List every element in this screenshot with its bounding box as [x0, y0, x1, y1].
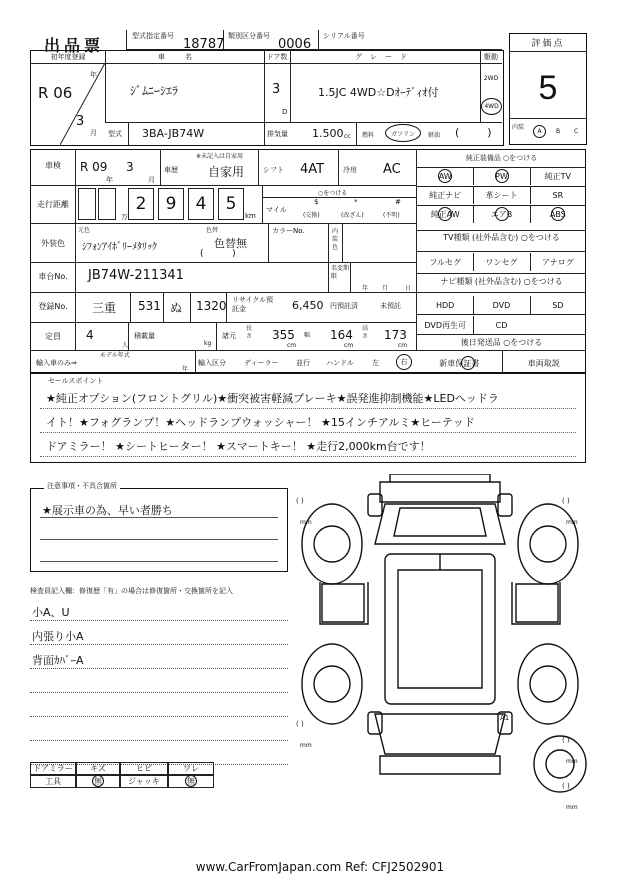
- equip-divider: [530, 167, 531, 185]
- color-no-label: カラーNo.: [272, 227, 305, 235]
- first-reg-month-unit: 月: [90, 129, 97, 137]
- model-year-unit: 年: [182, 366, 189, 373]
- model-value: 3BA-JB74W: [142, 127, 205, 140]
- diagram-bracket-fr: ( ): [562, 497, 570, 505]
- car-name: ｼﾞﾑﾆｰｼｴﾗ: [130, 84, 179, 98]
- tv-label: TV種類 (社外品含む) ○をつける: [443, 233, 560, 242]
- sales-point-line-1: ★純正オプション(フロントグリル)★衝突被害軽減ブレーキ★誤発進抑制機能★LEDヘッドラ: [46, 392, 499, 405]
- equip-item: 純正ナビ: [429, 190, 462, 200]
- first-reg-label: 初年度登録: [50, 53, 86, 61]
- equip-divider: [473, 253, 474, 271]
- parts-circle: [92, 775, 104, 787]
- equip-circle: [495, 207, 509, 221]
- odometer-digit: [78, 188, 96, 220]
- color-orig-label: 元色: [78, 227, 91, 234]
- equip-item: CD: [495, 320, 508, 330]
- sales-point-line-3: ドアミラー！ ★シートヒーター！ ★スマートキー！ ★走行2,000km台です！: [46, 440, 431, 453]
- inspector-rule: [30, 716, 288, 717]
- equip-circle: [551, 207, 565, 221]
- interior-c: C: [574, 128, 579, 135]
- equip-divider: [473, 296, 474, 314]
- diagram-mm-rr: mm: [566, 758, 578, 765]
- fuel-label: 燃料: [362, 132, 375, 139]
- odometer-digit: 2: [128, 188, 154, 220]
- recycle-value: 6,450: [292, 299, 324, 312]
- notes-label: 注意事項・不具合箇所: [44, 481, 120, 491]
- equip-item: フルセグ: [429, 257, 461, 267]
- type-cert-label: 型式指定番号: [132, 32, 174, 40]
- equip-line: [417, 334, 586, 335]
- usage-value: 自家用: [208, 165, 245, 179]
- equip-item: 革シート: [485, 190, 518, 200]
- sales-point-line-2: イト！★フォグランプ！★ヘッドランプウォッシャー！ ★15インチアルミ★ヒーテッド: [46, 416, 475, 429]
- fuel-gasoline: ガソリン: [385, 124, 421, 142]
- equip-item: DVD: [492, 300, 511, 310]
- inspector-rule: [30, 692, 288, 693]
- interior-b: B: [556, 128, 561, 135]
- first-reg-diagonal: [60, 63, 106, 146]
- width-value: 164: [330, 328, 353, 342]
- equip-line: [417, 273, 586, 274]
- equip-item: SR: [552, 190, 564, 200]
- inspector-label: 検査員記入欄：修復歴「有」の場合は修復箇所・交換箇所を記入: [30, 587, 233, 595]
- parts-cell: ジャッキ: [120, 775, 168, 788]
- handle-label: ハンドル: [326, 359, 354, 367]
- fuel-divider: [356, 122, 357, 146]
- drive-4wd: 4WD: [481, 98, 502, 115]
- reg-area: 三重: [92, 301, 117, 315]
- equip-item: 純正AW: [430, 209, 460, 219]
- odometer-digit: 9: [158, 188, 184, 220]
- notes-line-1: ★展示車の為、早い者勝ち: [42, 504, 173, 517]
- parts-cell: 工具: [30, 775, 76, 788]
- label-col-divider: [75, 149, 76, 350]
- import-label: 輸入車のみ⇒: [36, 359, 77, 367]
- inspection-month-unit: 月: [148, 176, 155, 184]
- color-change-label: 色替: [206, 227, 219, 234]
- displacement-unit: cc: [344, 133, 351, 140]
- later-label: 後日発送品 ○をつける: [460, 338, 543, 347]
- fuel-paren: ( ): [455, 126, 492, 139]
- inspector-rule: [30, 740, 288, 741]
- mileage-label: 走行距離: [37, 200, 69, 209]
- ac-divider: [338, 149, 339, 185]
- parts-cell: ヒビ: [120, 762, 168, 775]
- handle-right: 右: [396, 354, 412, 370]
- equip-item: PW: [495, 171, 508, 181]
- serial-label: シリアル番号: [323, 32, 365, 40]
- cap-divider: [128, 322, 129, 350]
- color-no-divider: [268, 223, 269, 262]
- doors-type: D: [282, 108, 288, 116]
- inspector-line: 背面ｶﾊﾞｰA: [32, 654, 84, 667]
- inspection-value: R 09: [80, 160, 108, 174]
- mileage-mile: マイル: [266, 206, 287, 214]
- mileage-circle-note: ○をつける: [318, 190, 348, 197]
- usage-divider: [160, 149, 161, 185]
- load-divider: [216, 322, 217, 350]
- header-divider: [223, 30, 224, 50]
- capacity-label: 定員: [45, 332, 61, 341]
- odometer-digit: 4: [188, 188, 214, 220]
- first-reg-year-unit: 年: [90, 71, 97, 79]
- color-change-paren: ( ): [200, 249, 236, 259]
- header-divider: [126, 30, 127, 50]
- parts-cell: 無: [76, 775, 120, 788]
- later-circle: [461, 356, 475, 370]
- spec-hline: [30, 223, 416, 224]
- usage-note: ※未記入は自家用: [196, 153, 244, 160]
- later-manual: 車両取説: [527, 358, 560, 368]
- equip-divider: [502, 350, 503, 373]
- fuel-diesel: 軽油: [428, 132, 441, 139]
- height-value: 173: [384, 328, 407, 342]
- dealer-option: ディーラー: [244, 359, 279, 367]
- evaluation-score: 5: [538, 68, 558, 107]
- odometer-digit: 5: [218, 188, 244, 220]
- equip-line: [417, 230, 586, 231]
- color-value: ｼﾌｫﾝｱｲﾎﾞﾘｰﾒﾀﾘｯｸ: [82, 242, 157, 253]
- equip-circle: [495, 169, 509, 183]
- first-reg-month: 3: [76, 114, 85, 129]
- shift-divider: [258, 149, 259, 185]
- drive-label: 駆動: [484, 53, 498, 61]
- reg-divider: [190, 292, 191, 322]
- class-no: 0006: [278, 37, 312, 52]
- equip-divider: [473, 186, 474, 204]
- load-label: 積載量: [134, 332, 155, 340]
- equip-item: エアB: [490, 209, 513, 219]
- spec-hline: [30, 322, 416, 323]
- equip-item: AW: [438, 171, 452, 181]
- mileage-unknown: (不明): [383, 212, 400, 219]
- notes-line: [40, 539, 278, 540]
- equip-divider: [530, 296, 531, 314]
- color-change-value: 色替無: [214, 237, 247, 250]
- model-label: 型式: [108, 130, 122, 138]
- height-unit: cm: [398, 342, 408, 349]
- width-unit: cm: [344, 342, 354, 349]
- equip-divider: [530, 186, 531, 204]
- usage-label: 車歴: [164, 166, 178, 174]
- diagram-mm-rl: mm: [300, 742, 312, 749]
- equip-item: アナログ: [541, 257, 574, 267]
- mileage-exchange: (交換): [303, 212, 320, 219]
- spec-hline: [30, 292, 416, 293]
- len-label: 長さ: [246, 325, 253, 340]
- doors-label: ドア数: [266, 53, 288, 61]
- inspector-rule: [30, 668, 288, 669]
- mileage-note-line: [262, 197, 416, 198]
- notes-line: [40, 561, 278, 562]
- spec-hline: [30, 350, 586, 351]
- handle-left: 左: [372, 359, 379, 367]
- interior-grade-label: 内装: [512, 124, 525, 131]
- diagram-mm-fr: mm: [566, 519, 578, 526]
- inspection-year-unit: 年: [106, 176, 113, 184]
- parts-cell: キズ: [76, 762, 120, 775]
- navi-label: ナビ種類 (社外品含む) ○をつける: [440, 277, 563, 286]
- interior-color-label: 内装色: [332, 228, 339, 251]
- type-cert-no: 18787: [183, 37, 225, 52]
- dim-label: 諸元: [222, 332, 236, 340]
- sales-line: [40, 456, 576, 457]
- capacity-value: 4: [86, 328, 94, 342]
- equip-item: HDD: [435, 300, 455, 310]
- interior-color-divider: [328, 223, 329, 292]
- load-unit: kg: [204, 340, 212, 347]
- doors-underline: [264, 63, 502, 64]
- len-unit: cm: [287, 342, 297, 349]
- inspection-label: 車検: [45, 161, 61, 170]
- parts-cell: ドアミラー: [30, 762, 76, 775]
- footer-ref: www.CarFromJapan.com Ref: CFJ2502901: [195, 860, 445, 874]
- inspector-rule: [30, 620, 288, 621]
- interior-color-divider2: [342, 223, 343, 262]
- import-type-label: 輸入区分: [198, 359, 226, 367]
- sales-point-label: セールスポイント: [48, 377, 104, 385]
- first-reg-era: R 06: [38, 84, 73, 102]
- doors-value: 3: [272, 82, 281, 97]
- parts-cell: 無: [168, 775, 214, 788]
- notes-box: [30, 488, 288, 572]
- equip-item: ワンセグ: [485, 257, 518, 267]
- odometer-digit: [98, 188, 116, 220]
- reg-divider: [130, 292, 131, 322]
- recycle-unit: 円預託済: [330, 302, 358, 310]
- name-change-month: 月: [382, 285, 389, 292]
- car-name-label: 車名: [158, 53, 212, 61]
- reg-divider: [163, 292, 164, 322]
- parallel-option: 並行: [296, 359, 310, 367]
- ac-label: 冷房: [343, 166, 357, 174]
- reg-divider: [226, 292, 227, 322]
- disp-divider: [264, 122, 265, 146]
- spec-hline: [30, 185, 416, 186]
- equip-item: SD: [552, 300, 564, 310]
- height-label: 高さ: [362, 325, 369, 340]
- class-label: 類別区分番号: [228, 32, 270, 40]
- mileage-tamper-mark: *: [354, 198, 358, 206]
- shift-value: 4AT: [300, 162, 325, 177]
- name-change-divider: [350, 262, 351, 292]
- reg-label: 登録No.: [38, 302, 68, 311]
- model-year-label: モデル年式: [100, 352, 130, 359]
- equip-divider: [530, 253, 531, 271]
- grade-label: グレード: [355, 53, 415, 61]
- equip-item: DVD再生可: [424, 320, 466, 330]
- interior-a: A: [533, 125, 546, 138]
- width-label: 幅: [304, 332, 311, 339]
- diagram-bracket-rr: ( ): [562, 736, 570, 744]
- later-warranty: 新車保証書: [439, 358, 480, 368]
- diagram-bracket-fl: ( ): [296, 497, 304, 505]
- mileage-tamper: (改ざん): [341, 212, 364, 219]
- equip-divider: [530, 205, 531, 223]
- reg-no: 1320: [196, 299, 227, 313]
- name-change-day: 日: [405, 285, 412, 292]
- equip-divider: [473, 316, 474, 334]
- mileage-exchange-mark: $: [314, 198, 319, 206]
- sales-line: [40, 408, 576, 409]
- reg-class: 531: [138, 299, 161, 313]
- damage-mark-a1: A1: [500, 714, 510, 722]
- inspector-line: 小A、U: [32, 606, 70, 619]
- name-change-year: 年: [362, 285, 369, 292]
- equip-line: [417, 314, 586, 315]
- import-divider: [195, 350, 196, 373]
- oem-label: 純正装備品 ○をつける: [465, 154, 538, 162]
- grade-value: 1.5JC 4WD☆Dｵｰﾃﾞｨｵ付: [318, 86, 439, 99]
- displacement-label: 排気量: [267, 130, 288, 138]
- inspection-month: 3: [126, 160, 134, 174]
- equip-line: [417, 251, 586, 252]
- len-value: 355: [272, 328, 295, 342]
- chassis-value: JB74W-211341: [88, 268, 184, 283]
- displacement-value: 1.500: [312, 127, 344, 140]
- mileage-km-unit: km: [245, 212, 256, 220]
- equip-divider: [473, 205, 474, 223]
- interior-divider: [509, 118, 587, 119]
- parts-circle: [185, 775, 197, 787]
- equip-line: [417, 292, 586, 293]
- mileage-unknown-mark: #: [395, 198, 401, 206]
- inspector-rule: [30, 644, 288, 645]
- diagram-bracket-spare: ( ): [562, 782, 570, 790]
- parts-cell: ワレ: [168, 762, 214, 775]
- spec-hline: [30, 262, 416, 263]
- evaluation-label: 評価点: [509, 34, 587, 52]
- name-change-label: 名変期限: [331, 265, 350, 280]
- equip-item: 純正TV: [544, 171, 571, 181]
- sales-line: [40, 432, 576, 433]
- reg-kana: ぬ: [170, 301, 183, 315]
- model-row-line: [105, 122, 502, 123]
- odometer: [78, 188, 258, 220]
- chassis-label: 車台No.: [38, 272, 68, 281]
- header-divider: [318, 30, 319, 50]
- shift-label: シフト: [263, 166, 284, 174]
- recycle-label: リサイクル預託金: [232, 296, 274, 313]
- mileage-man-unit: 万: [121, 213, 128, 221]
- color-label: 外装色: [41, 239, 65, 248]
- equip-item: ABS: [549, 209, 566, 219]
- diagram-mm-fl: mm: [300, 519, 312, 526]
- diagram-bracket-rl: ( ): [296, 720, 304, 728]
- recycle-not: 未預託: [380, 302, 401, 310]
- car-diagram: [290, 474, 590, 814]
- ac-value: AC: [383, 162, 401, 177]
- page-title: 出品票: [44, 36, 105, 55]
- equip-divider: [473, 167, 474, 185]
- model-divider: [128, 122, 129, 146]
- capacity-unit: 人: [122, 342, 129, 349]
- inspector-line: 内張り小A: [32, 630, 84, 643]
- mileage-divider: [262, 185, 263, 223]
- drive-2wd: 2WD: [483, 75, 499, 82]
- diagram-mm-spare: mm: [566, 804, 578, 811]
- notes-line: [40, 517, 278, 518]
